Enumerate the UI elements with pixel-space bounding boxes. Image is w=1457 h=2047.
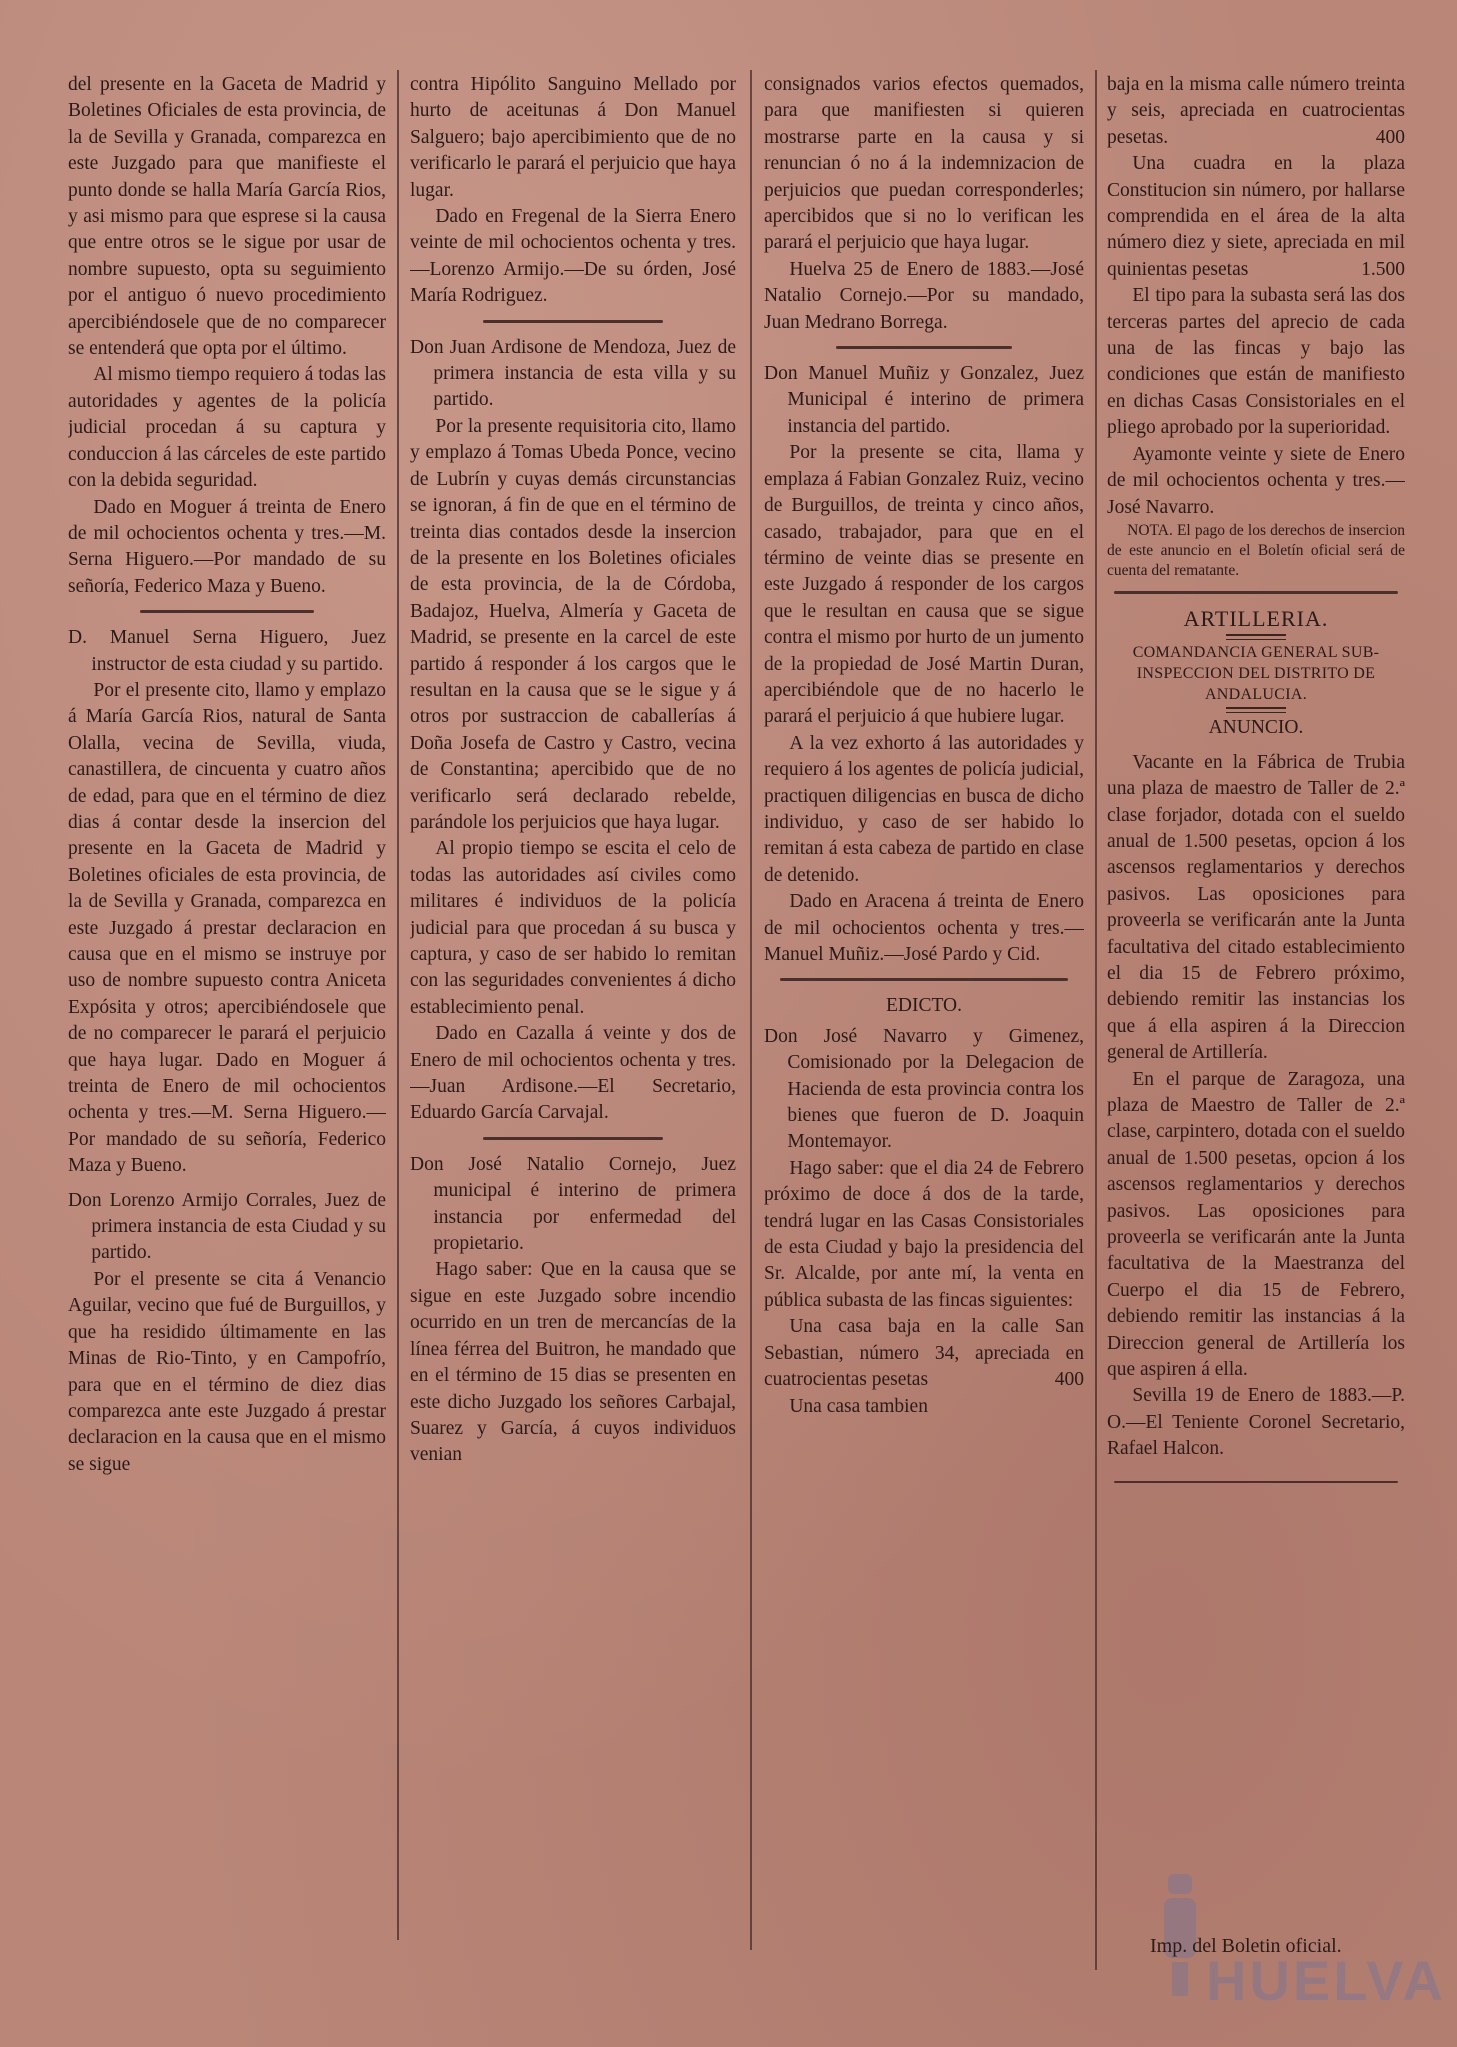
signature-paragraph: Ayamonte veinte y siete de Enero de mil ochocientos ochenta y tres.—José Navarro. (1107, 443, 1405, 518)
notice-heading: D. Manuel Serna Higuero, Juez instructor de esta ciudad y su partido. (68, 627, 386, 675)
property-description: Una cuadra en la plaza Constitucion sin número, por hallarse comprendida en el área de la alta número diez y siete, apreciada en mil quinientas pesetas (1107, 153, 1405, 280)
property-listing (764, 1314, 1084, 1393)
notice-heading: Don José Navarro y Gimenez, Comisionado por la Delegacion de Hacienda de esta provincia contra los bienes que fueron de D. Joaquin Montemayor. (764, 1025, 1084, 1153)
notice-heading: Don Juan Ardisone de Mendoza, Juez de primera instancia de esta villa y su partido. (410, 336, 736, 411)
paragraph: Por el presente se cita á Venancio Aguilar, vecino que fué de Burguillos, y que ha residido últimamente en las Minas de Rio-Tinto, y en Campofrío, para que en el término de diez dias comparezca ante este Juzgado á prestar declaracion en la causa que en el mismo se sigue (68, 1268, 386, 1475)
paragraph: Por la presente requisitoria cito, llamo y emplazo á Tomas Ubeda Ponce, vecino de Lubrín y cuyas demás circunstancias se ignoran, á fin de que en el término de treinta dias contados desde la insercion de la presente en los Boletines oficiales de esta provincia, de la de Córdoba, Badajoz, Huelva, Almería y Gaceta de Madrid, se presente en la carcel de este partido á responder á los cargos que le resultan en la causa que se le sigue y á otros por sustraccion de caballerías á Doña Josefa de Castro y Castro, vecina de Constantina; apercibido que de no verificarlo será declarado rebelde, parándole los perjuicios que haya lugar. (410, 415, 736, 833)
printer-imprint: Imp. del Boletin oficial. (1150, 1935, 1342, 1957)
section-separator (1114, 1481, 1397, 1483)
paragraph: Al mismo tiempo requiero á todas las autoridades y agentes de la policía judicial procedan á su captura y conduccion á las cárceles de este partido con la debida seguridad. (68, 364, 386, 492)
section-separator (1114, 591, 1397, 594)
section-separator (483, 320, 662, 323)
paragraph: Vacante en la Fábrica de Trubia una plaza de maestro de Taller de 2.ª clase forjador, dotada con el sueldo anual de 1.500 pesetas, opcion á los ascensos reglamentarios y derechos pasivos. Las oposiciones para proveerla se verificarán ante la Junta facultativa del citado establecimiento el dia 15 de Febrero próximo, debiendo remitir las instancias los que á ella aspiren á la Direccion general de Artillería. (1107, 751, 1405, 1064)
ornament-dash (1226, 707, 1286, 713)
paragraph: A la vez exhorto á las autoridades y requiero á los agentes de policía judicial, practiquen diligencias en busca de dicho individuo, y caso de ser habido lo remitan á esta cabeza de partido en clase de detenido. (764, 732, 1084, 886)
column-1 (68, 72, 386, 1972)
paragraph: del presente en la Gaceta de Madrid y Boletines Oficiales de esta provincia, de la de Sevilla y Granada, comparezca en este Juzgado para que manifieste el punto donde se halla María García Rios, y asi mismo para que esprese si la causa que entre otros se le sigue por usar de nombre supuesto, opta su seguimiento por el antiguo ó nuevo procedimiento apercibiéndosele que de no comparecer se entenderá que opta por el último. (68, 74, 386, 360)
property-description: baja en la misma calle número treinta y seis, apreciada en cuatrocientas pesetas. (1107, 74, 1405, 148)
signature-paragraph: Sevilla 19 de Enero de 1883.—P. O.—El Teniente Coronel Secretario, Rafael Halcon. (1107, 1385, 1405, 1460)
column-rule (750, 70, 752, 1950)
notice-heading: Don Lorenzo Armijo Corrales, Juez de primera instancia de esta Ciudad y su partido. (68, 1189, 386, 1264)
watermark-text: HUELVA (1206, 1949, 1446, 2012)
announcement-title: ANUNCIO. (1208, 717, 1304, 739)
paragraph: Hago saber: que el dia 24 de Febrero próximo de doce á dos de la tarde, tendrá lugar en las Casas Consistoriales de esta Ciudad y bajo la presidencia del Sr. Alcalde, por ante mí, la venta en pública subasta de las fincas siguientes: (764, 1157, 1084, 1311)
paragraph: Por la presente se cita, llama y emplaza á Fabian Gonzalez Ruiz, vecino de Burguillos, de treinta y cinco años, casado, trabajador, para que en el término de veinte dias se presente en este Juzgado á responder de los cargos que le resultan en causa que se sigue contra el mismo por hurto de un jumento de la propiedad de José Martin Duran, apercibiéndole que de no hacerlo le parará el perjuicio á que hubiere lugar. (764, 442, 1084, 728)
note: NOTA. El pago de los derechos de insercion de este anuncio en el Boletín oficial será de cuenta del rematante. (1107, 521, 1405, 579)
section-subtitle: COMANDANCIA GENERAL SUB-INSPECCION DEL DISTRITO DE ANDALUCIA. (1132, 644, 1380, 704)
property-price: 400 (1054, 1369, 1084, 1391)
paragraph: Hago saber: Que en la causa que se sigue en este Juzgado sobre incendio ocurrido en un tren de mercancías de la línea férrea del Buitron, he mandado que en el término de 15 dias se presenten en este dicho Juzgado los señores Carbajal, Suarez y García, á cuyos individuos venian (410, 1259, 736, 1466)
notice-heading: Don Manuel Muñiz y Gonzalez, Juez Municipal é interino de primera instancia del partido. (764, 363, 1084, 437)
property-listing: Una casa tambien (789, 1395, 928, 1417)
section-title: ARTILLERIA. (1183, 605, 1329, 631)
paragraph: En el parque de Zaragoza, una plaza de Maestro de Taller de 2.ª clase, carpintero, dotada con el sueldo anual de 1.500 pesetas, opcion á los ascensos reglamentarios y derechos pasivos. Las oposiciones para proveerla se verificarán ante la Junta facultativa de la Maestranza del Cuerpo el dia 15 de Febrero, debiendo remitir las instancias á la Direccion general de Artillería los que aspiren á ella. (1107, 1068, 1405, 1381)
column-3 (764, 72, 1084, 1972)
signature-paragraph: Huelva 25 de Enero de 1883.—José Natalio Cornejo.—Por su mandado, Juan Medrano Borrega. (764, 258, 1084, 333)
paragraph: contra Hipólito Sanguino Mellado por hurto de aceitunas á Don Manuel Salguero; bajo apercibimiento que de no verificarlo le parará el perjuicio que haya lugar. (410, 74, 736, 201)
signature-paragraph: Dado en Moguer á treinta de Enero de mil ochocientos ochenta y tres.—M. Serna Higuero.—Por mandado de su señoría, Federico Maza y Bueno. (68, 496, 386, 597)
section-separator (140, 610, 315, 613)
ornament-dash (1226, 634, 1286, 640)
section-separator (780, 978, 1068, 981)
property-description: Una casa baja en la calle San Sebastian, número 34, apreciada en cuatrocientas pesetas (764, 1316, 1084, 1391)
signature-paragraph: Dado en Aracena á treinta de Enero de mil ochocientos ochenta y tres.—Manuel Muñiz.—José Pardo y Cid. (764, 891, 1084, 965)
section-separator (483, 1137, 662, 1140)
paragraph: El tipo para la subasta será las dos terceras partes del aprecio de cada una de las fincas y bajo las condiciones que están de manifiesto en dichas Casas Consistoriales en el pliego aprobado por la superioridad. (1107, 285, 1405, 439)
signature-paragraph: Dado en Cazalla á veinte y dos de Enero de mil ochocientos ochenta y tres.—Juan Ardisone.—El Secretario, Eduardo García Carvajal. (410, 1023, 736, 1124)
property-listing (1107, 151, 1405, 283)
property-price: 400 (1375, 126, 1405, 148)
section-separator (836, 346, 1012, 349)
paragraph: Por el presente cito, llamo y emplazo á María García Rios, natural de Santa Olalla, vecina de Sevilla, viuda, canastillera, de cincuenta y cuatro años de edad, para que en el término de diez dias á contar desde la insercion del presente en la Gaceta de Madrid y Boletines oficiales de esta provincia, de la de Sevilla y Granada, comparezca en este Juzgado á prestar declaracion en causa que en el mismo se instruye por uso de nombre supuesto contra Aniceta Expósita y otros; apercibiéndosele que de no comparecer le parará el perjuicio que haya lugar. Dado en Moguer á treinta de Enero de mil ochocientos ochenta y tres.—M. Serna Higuero.—Por mandado de su señoría, Federico Maza y Bueno. (68, 679, 386, 1177)
signature-paragraph: Dado en Fregenal de la Sierra Enero veinte de mil ochocientos ochenta y tres.—Lorenzo Armijo.—De su órden, José María Rodriguez. (410, 206, 736, 307)
property-listing (1107, 72, 1405, 151)
property-price: 1.500 (1361, 258, 1405, 280)
notice-heading: Don José Natalio Cornejo, Juez municipal é interino de primera instancia por enfermedad del propietario. (410, 1153, 736, 1255)
column-2 (410, 72, 736, 1972)
edict-title: EDICTO. (885, 995, 962, 1017)
column-rule (1095, 70, 1097, 1970)
paragraph: consignados varios efectos quemados, para que manifiesten si quieren mostrarse parte en la causa y si renuncian ó no á la indemnizacion de perjuicios que puedan corresponderles; apercibidos que si no lo verifican les parará el perjuicio que haya lugar. (764, 74, 1084, 254)
column-4 (1107, 72, 1405, 1972)
paragraph: Al propio tiempo se escita el celo de todas las autoridades así civiles como militares é individuos de la policía judicial para que procedan á su busca y captura, y caso de ser habido lo remitan con las seguridades convenientes á dicho establecimiento penal. (410, 838, 736, 1018)
column-rule (397, 70, 399, 1940)
